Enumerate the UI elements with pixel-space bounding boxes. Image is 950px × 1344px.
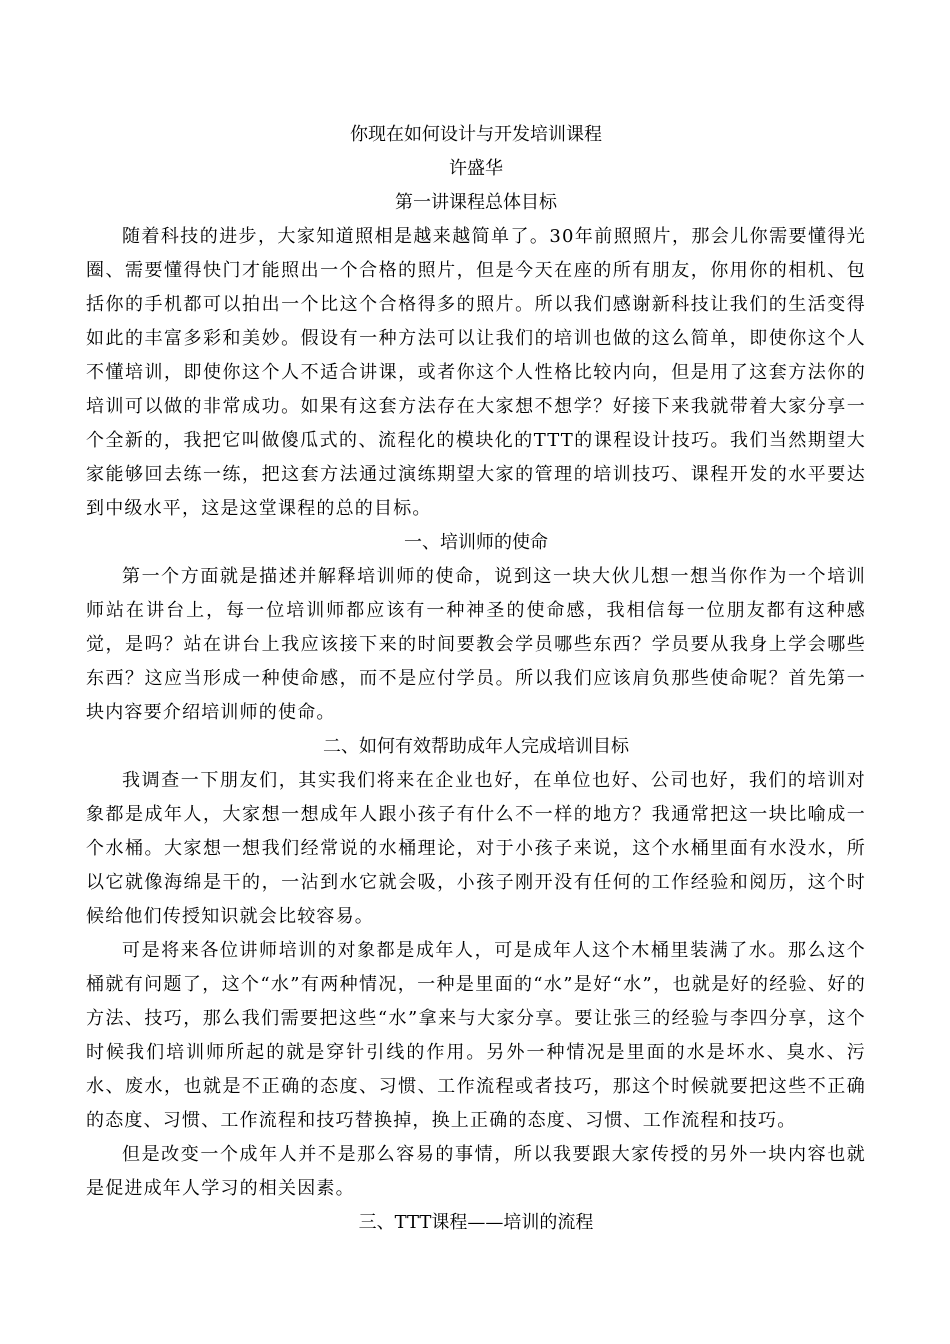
section-heading-mission: 一、培训师的使命 bbox=[404, 532, 548, 553]
intro-paragraph: 随着科技的进步，大家知道照相是越来越简单了。30年前照照片，那会儿你需要懂得光圈、需要懂得快门才能照出一个合格的照片，但是今天在座的所有朋友，你用你的相机、包括你的手机都可以拍出一个比这个合格得多的照片。所以我们感谢新科技让我们的生活变得如此的丰富多彩和美妙。假设有一种方法可以让我们的培训也做的这么简单，即使你这个人不懂培训，即使你这个人不适合讲课，或者你这个人性格比较内向，但是用了这套方法你的培训可以做的非常成功。如果有这套方法存在大家想不想学？好接下来我就带着大家分享一个全新的，我把它叫做傻瓜式的、流程化的模块化的TTT的课程设计技巧。我们当然期望大家能够回去练一练，把这套方法通过演练期望大家的管理的培训技巧、课程开发的水平要达到中级水平，这是这堂课程的总的目标。 bbox=[86, 226, 866, 519]
mission-paragraph: 第一个方面就是描述并解释培训师的使命，说到这一块大伙儿想一想当你作为一个培训师站在讲台上，每一位培训师都应该有一种神圣的使命感，我相信每一位朋友都有这种感觉，是吗？站在讲台上我应该接下来的时间要教会学员哪些东西？学员要从我身上学会哪些东西？这应当形成一种使命感，而不是应付学员。所以我们应该肩负那些使命呢？首先第一块内容要介绍培训师的使命。 bbox=[86, 566, 866, 723]
adult-learning-paragraph-3: 但是改变一个成年人并不是那么容易的事情，所以我要跟大家传授的另外一块内容也就是促进成年人学习的相关因素。 bbox=[86, 1144, 866, 1199]
document-page bbox=[86, 118, 866, 1240]
document-title: 你现在如何设计与开发培训课程 bbox=[350, 124, 602, 145]
section-heading-ttt-process: 三、TTT课程——培训的流程 bbox=[358, 1212, 594, 1233]
adult-learning-paragraph-1: 我调查一下朋友们，其实我们将来在企业也好，在单位也好、公司也好，我们的培训对象都是成年人，大家想一想成年人跟小孩子有什么不一样的地方？我通常把这一块比喻成一个水桶。大家想一想我们经常说的水桶理论，对于小孩子来说，这个水桶里面有水没水，所以它就像海绵是干的，一沾到水它就会吸，小孩子刚开没有任何的工作经验和阅历，这个时候给他们传授知识就会比较容易。 bbox=[86, 770, 866, 927]
lecture-heading: 第一讲课程总体目标 bbox=[395, 192, 557, 213]
adult-learning-paragraph-2: 可是将来各位讲师培训的对象都是成年人，可是成年人这个木桶里装满了水。那么这个桶就有问题了，这个“水”有两种情况，一种是里面的“水”是好“水”，也就是好的经验、好的方法、技巧，那么我们需要把这些“水”拿来与大家分享。要让张三的经验与李四分享，这个时候我们培训师所起的就是穿针引线的作用。另外一种情况是里面的水是坏水、臭水、污水、废水，也就是不正确的态度、习惯、工作流程或者技巧，那这个时候就要把这些不正确的态度、习惯、工作流程和技巧替换掉，换上正确的态度、习惯、工作流程和技巧。 bbox=[86, 940, 866, 1131]
author-name: 许盛华 bbox=[449, 158, 503, 179]
section-heading-adult-learning: 二、如何有效帮助成年人完成培训目标 bbox=[323, 736, 629, 757]
